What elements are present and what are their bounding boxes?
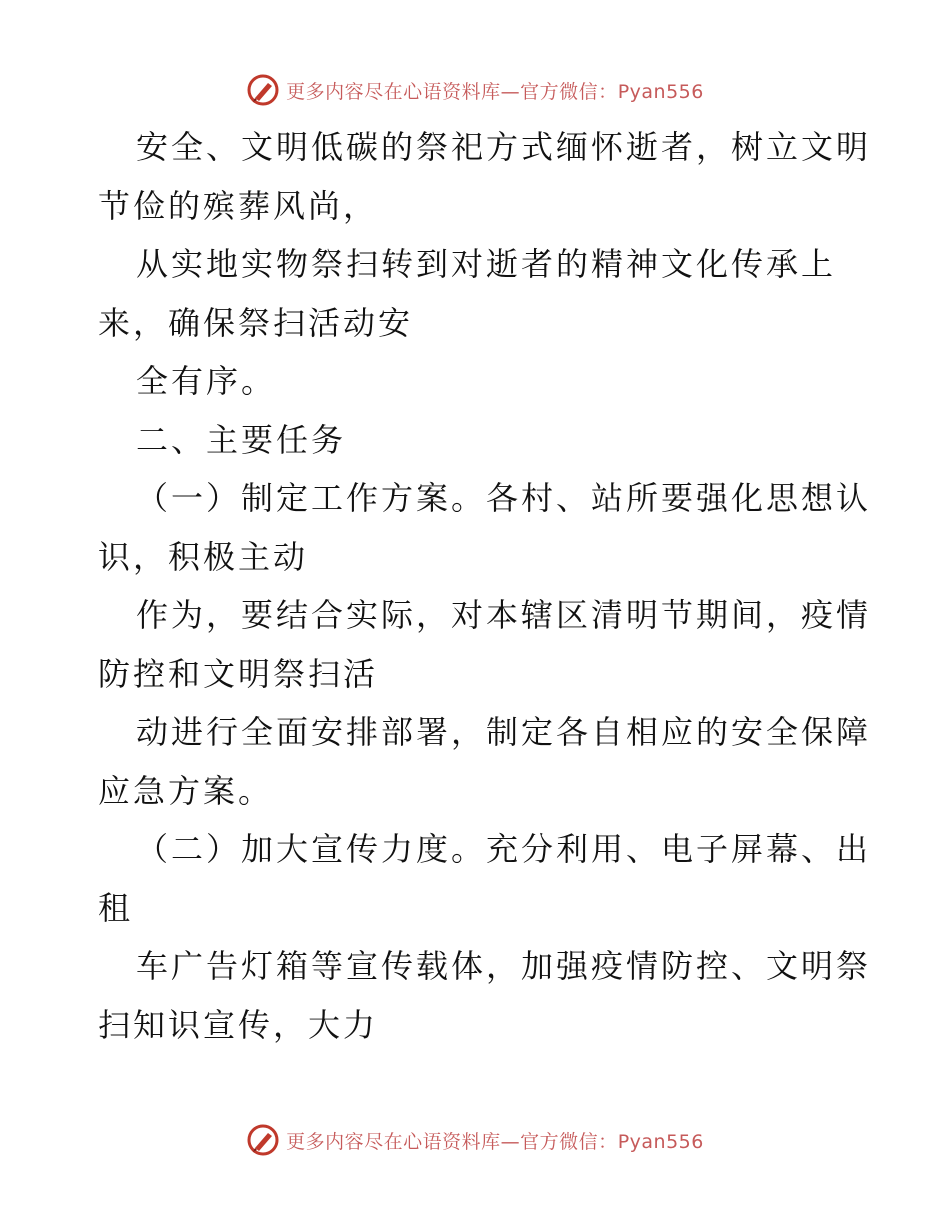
text-line: 车广告灯箱等宣传载体，加强疫情防控、文明祭 (136, 947, 872, 985)
footer-watermark-banner (0, 1120, 950, 1160)
banner-text (286, 1127, 704, 1154)
banner-main-text: 更多内容尽在心语资料库 (286, 80, 501, 103)
text-line: 租 (98, 888, 134, 927)
text-line: 作为，要结合实际，对本辖区清明节期间，疫情 (136, 596, 872, 634)
text-line: 节俭的殡葬风尚， (98, 186, 379, 225)
text-line: 识，积极主动 (98, 537, 309, 576)
banner-text (286, 77, 704, 104)
banner-wechat-label: 官方微信： (520, 80, 618, 103)
text-line: 防控和文明祭扫活 (98, 654, 379, 693)
text-line: 动进行全面安排部署，制定各自相应的安全保障 (136, 713, 872, 751)
header-watermark-banner (0, 70, 950, 110)
document-body (98, 118, 872, 1054)
banner-wechat-id: Pyan556 (617, 80, 704, 103)
section-heading: 二、主要任务 (136, 420, 347, 459)
banner-dash: — (500, 1130, 521, 1153)
text-line: 来，确保祭扫活动安 (98, 303, 414, 342)
banner-dash: — (500, 80, 521, 103)
text-line: （一）制定工作方案。各村、站所要强化思想认 (136, 479, 872, 517)
text-line: 安全、文明低碳的祭祀方式缅怀逝者，树立文明 (136, 128, 872, 166)
text-line: （二）加大宣传力度。充分利用、电子屏幕、出 (136, 830, 872, 868)
text-line: 应急方案。 (98, 771, 274, 810)
banner-main-text: 更多内容尽在心语资料库 (286, 1130, 501, 1153)
text-line: 全有序。 (136, 362, 277, 400)
pen-logo-icon (246, 73, 280, 107)
text-line: 从实地实物祭扫转到对逝者的精神文化传承上 (136, 245, 837, 283)
text-line: 扫知识宣传，大力 (98, 1005, 379, 1044)
pen-logo-icon (246, 1123, 280, 1157)
banner-wechat-label: 官方微信： (520, 1130, 618, 1153)
banner-wechat-id: Pyan556 (617, 1130, 704, 1153)
